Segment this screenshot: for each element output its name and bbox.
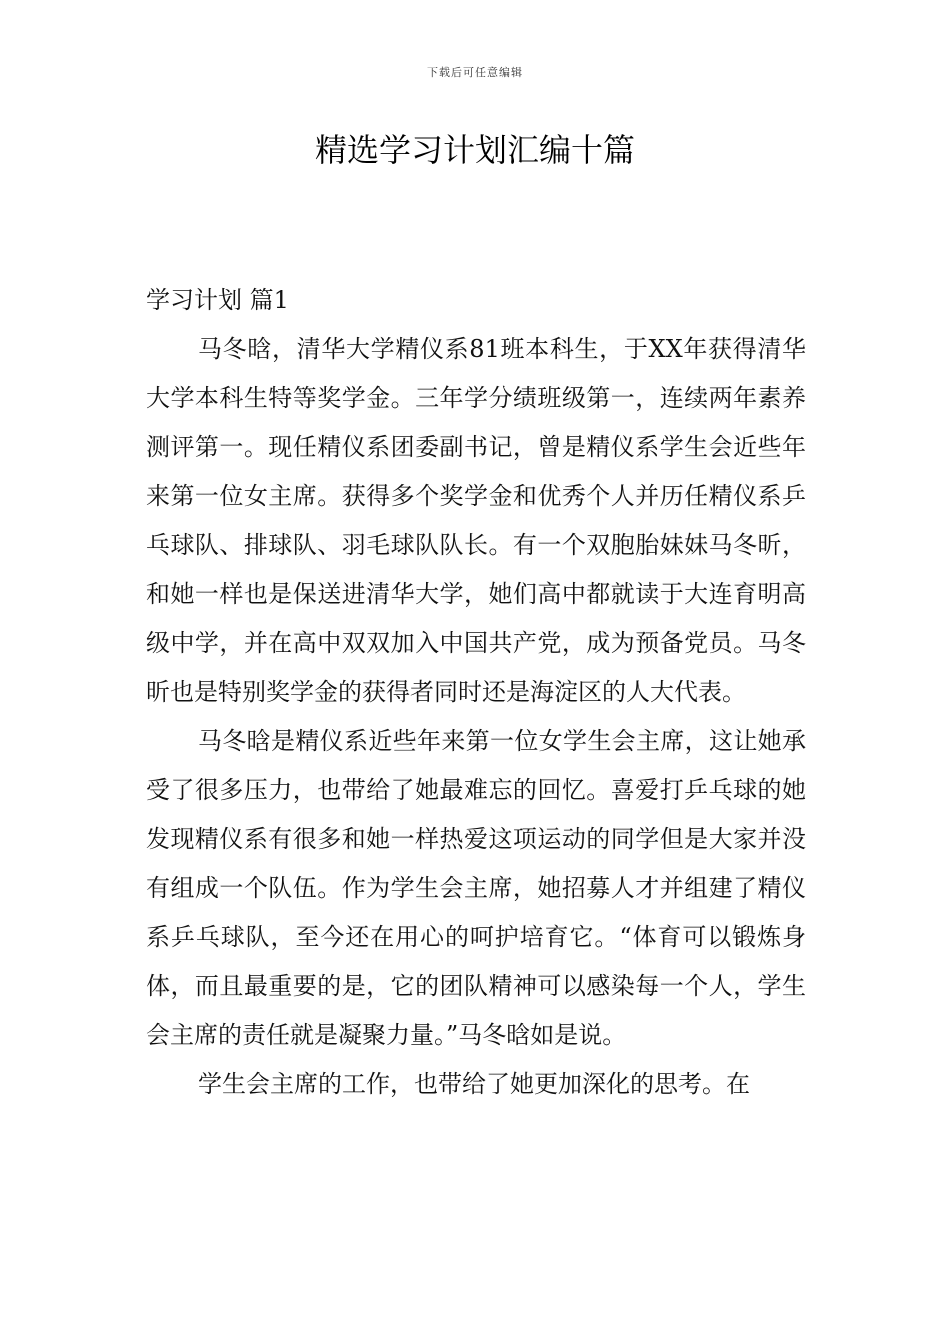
document-title: 精选学习计划汇编十篇	[314, 131, 635, 169]
paragraph-1: 马冬晗，清华大学精仪系81班本科生，于XX年获得清华大学本科生特等奖学金。三年学分绩班级第一，连续两年素养测评第一。现任精仪系团委副书记，曾是精仪系学生会近些年来第一位女主席。获得多个奖学金和优秀个人并历任精仪系乒乓球队、排球队、羽毛球队队长。有一个双胞胎妹妹马冬昕，和她一样也是保送进清华大学，她们高中都就读于大连育明高级中学，并在高中双双加入中国共产党，成为预备党员。马冬昕也是特别奖学金的获得者同时还是海淀区的人大代表。	[146, 335, 806, 706]
paragraph-2: 马冬晗是精仪系近些年来第一位女学生会主席，这让她承受了很多压力，也带给了她最难忘的回忆。喜爱打乒乓球的她发现精仪系有很多和她一样热爱这项运动的同学但是大家并没有组成一个队伍。作为学生会主席，她招募人才并组建了精仪系乒乓球队，至今还在用心的呵护培育它。“体育可以锻炼身体，而且最重要的是，它的团队精神可以感染每一个人，学生会主席的责任就是凝聚力量。”马冬晗如是说。	[146, 727, 806, 1049]
section-heading: 学习计划 篇1	[146, 286, 289, 314]
header-note: 下载后可任意编辑	[427, 66, 523, 79]
paragraph-3: 学生会主席的工作，也带给了她更加深化的思考。在	[198, 1070, 750, 1098]
document-body	[146, 276, 806, 1109]
